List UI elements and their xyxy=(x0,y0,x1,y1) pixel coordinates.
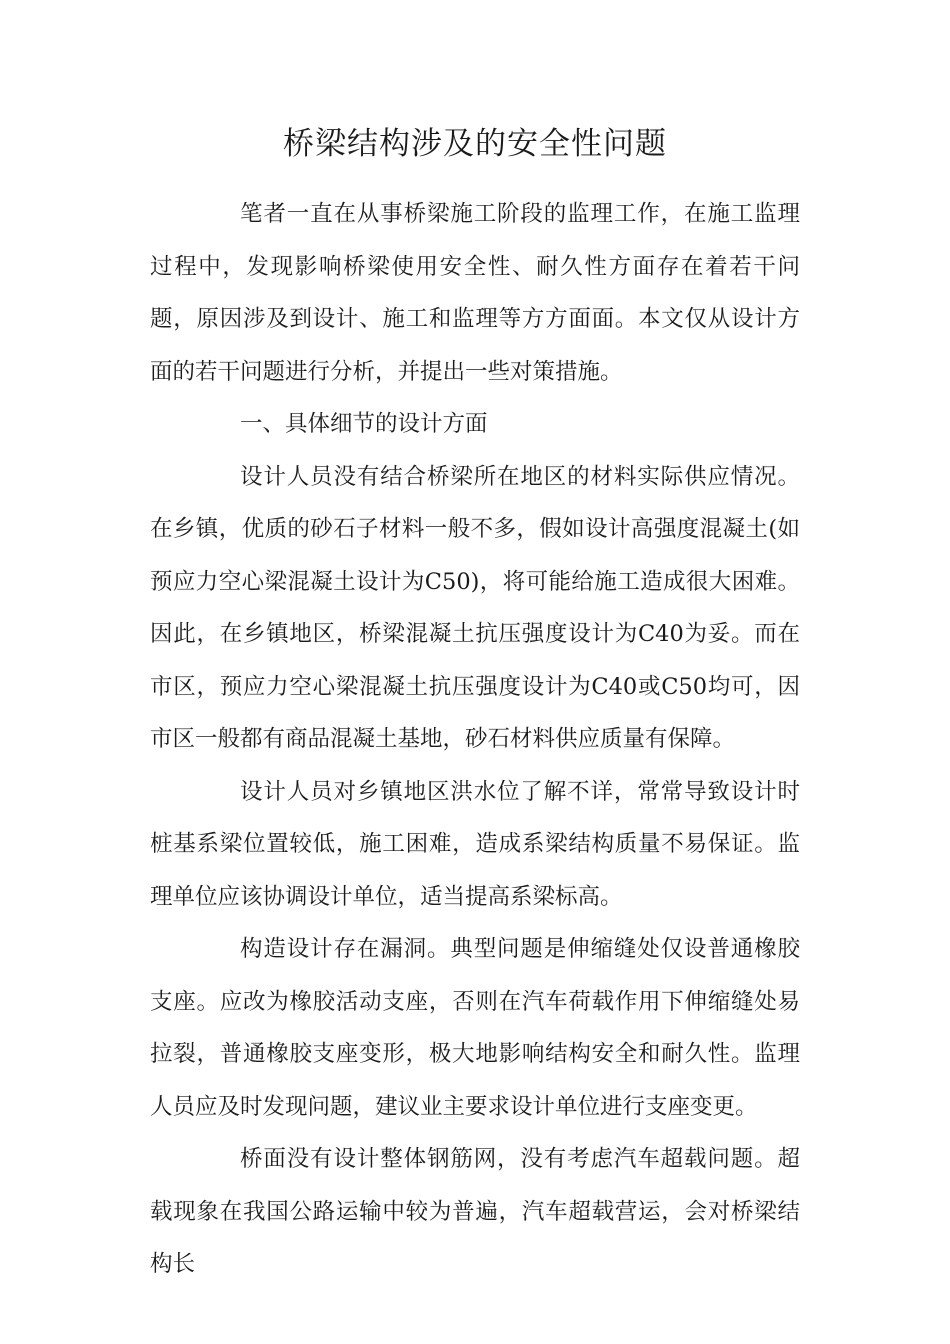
paragraph-bearings: 构造设计存在漏洞。典型问题是伸缩缝处仅设普通橡胶支座。应改为橡胶活动支座，否则在汽车荷载作用下伸缩缝处易拉裂，普通橡胶支座变形，极大地影响结构安全和耐久性。监理人员应及时发现问题，建议业主要求设计单位进行支座变更。 xyxy=(150,936,800,1120)
paragraph-overload: 桥面没有设计整体钢筋网，没有考虑汽车超载问题。超载现象在我国公路运输中较为普遍，汽车超载营运，会对桥梁结构长 xyxy=(150,1146,800,1277)
paragraph-materials: 设计人员没有结合桥梁所在地区的材料实际供应情况。在乡镇，优质的砂石子材料一般不多，假如设计高强度混凝土(如预应力空心梁混凝土设计为C50)，将可能给施工造成很大困难。因此，在乡镇地区，桥梁混凝土抗压强度设计为C40为妥。而在市区，预应力空心梁混凝土抗压强度设计为C40或C50均可，因市区一般都有商品混凝土基地，砂石材料供应质量有保障。 xyxy=(150,463,800,752)
document-title: 桥梁结构涉及的安全性问题 xyxy=(283,126,667,162)
document-body xyxy=(150,188,800,1291)
paragraph-flood-level: 设计人员对乡镇地区洪水位了解不详，常常导致设计时桩基系梁位置较低，施工困难，造成系梁结构质量不易保证。监理单位应该协调设计单位，适当提高系梁标高。 xyxy=(150,778,800,910)
section-heading: 一、具体细节的设计方面 xyxy=(240,411,488,437)
paragraph-intro: 笔者一直在从事桥梁施工阶段的监理工作，在施工监理过程中，发现影响桥梁使用安全性、耐久性方面存在着若干问题，原因涉及到设计、施工和监理等方方面面。本文仅从设计方面的若干问题进行分析，并提出一些对策措施。 xyxy=(150,201,800,385)
